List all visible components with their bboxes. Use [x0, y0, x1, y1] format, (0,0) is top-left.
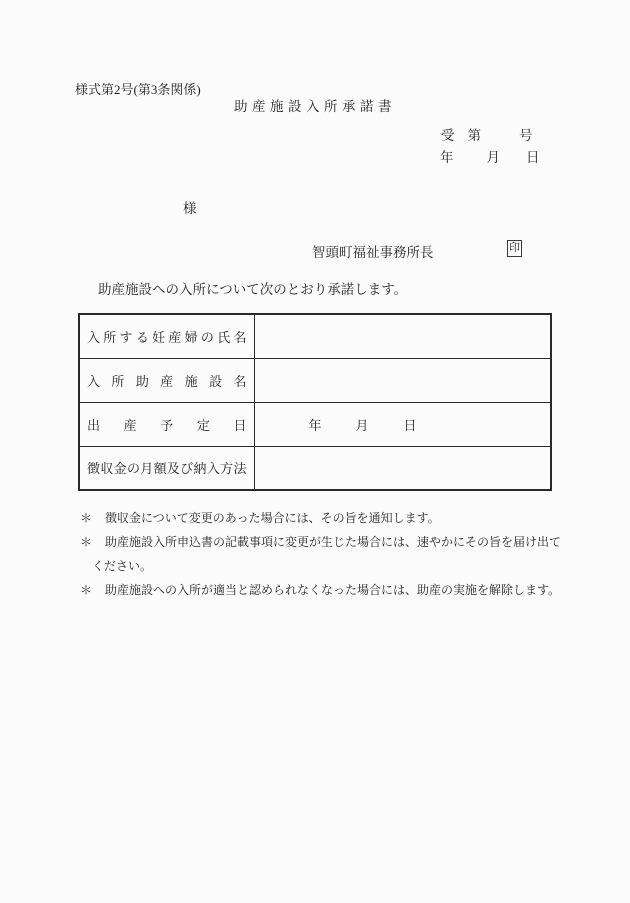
year-label: 年 — [440, 150, 454, 165]
note-text: 助産施設への入所が適当と認められなくなった場合には、助産の実施を解除します。 — [105, 583, 561, 597]
note-item — [80, 506, 568, 530]
note-text: 助産施設入所申込書の記載事項に変更が生じた場合には、速やかにその旨を届け出て — [105, 535, 562, 549]
notes-section — [80, 506, 568, 602]
row-label-facility-name: 入所助産施設名 — [79, 358, 254, 402]
note-bullet: ＊ — [80, 583, 93, 597]
seal-placeholder: 印 — [507, 240, 522, 257]
intro-sentence: 助産施設への入所について次のとおり承諾します。 — [98, 282, 408, 297]
note-text: 徴収金について変更のあった場合には、その旨を通知します。 — [105, 511, 440, 525]
table-row — [79, 358, 551, 402]
day-label: 日 — [403, 417, 417, 433]
day-label: 日 — [526, 150, 540, 165]
note-bullet: ＊ — [80, 511, 93, 525]
row-value-facility-name — [254, 358, 551, 402]
row-value-due-date — [254, 402, 551, 446]
table-row — [79, 314, 551, 358]
month-label: 月 — [355, 417, 369, 433]
receipt-no-prefix: 第 — [467, 128, 481, 143]
due-date-blanks — [255, 415, 551, 434]
row-label-fee-payment: 徴収金の月額及び納入方法 — [79, 446, 254, 490]
row-value-fee-payment — [254, 446, 551, 490]
note-item — [80, 530, 568, 578]
month-label: 月 — [486, 150, 500, 165]
table-row — [79, 446, 551, 490]
row-label-mother-name: 入所する妊産婦の氏名 — [79, 314, 254, 358]
receipt-number-line — [441, 124, 533, 144]
table-row — [79, 402, 551, 446]
note-item — [80, 578, 568, 602]
row-label-due-date: 出産予定日 — [79, 402, 254, 446]
receipt-label: 受 — [441, 128, 455, 143]
issue-date-line — [440, 146, 540, 166]
document-title: 助産施設入所承諾書 — [234, 99, 396, 114]
note-text-continued: ください。 — [92, 559, 153, 573]
form-number: 様式第2号(第3条関係) — [75, 82, 201, 97]
addressee-honorific: 様 — [183, 201, 197, 216]
consent-details-table — [78, 313, 552, 491]
note-bullet: ＊ — [80, 535, 93, 549]
row-value-mother-name — [254, 314, 551, 358]
issuer-title: 智頭町福祉事務所長 — [312, 245, 434, 260]
year-label: 年 — [308, 417, 322, 433]
receipt-no-suffix: 号 — [519, 128, 533, 143]
